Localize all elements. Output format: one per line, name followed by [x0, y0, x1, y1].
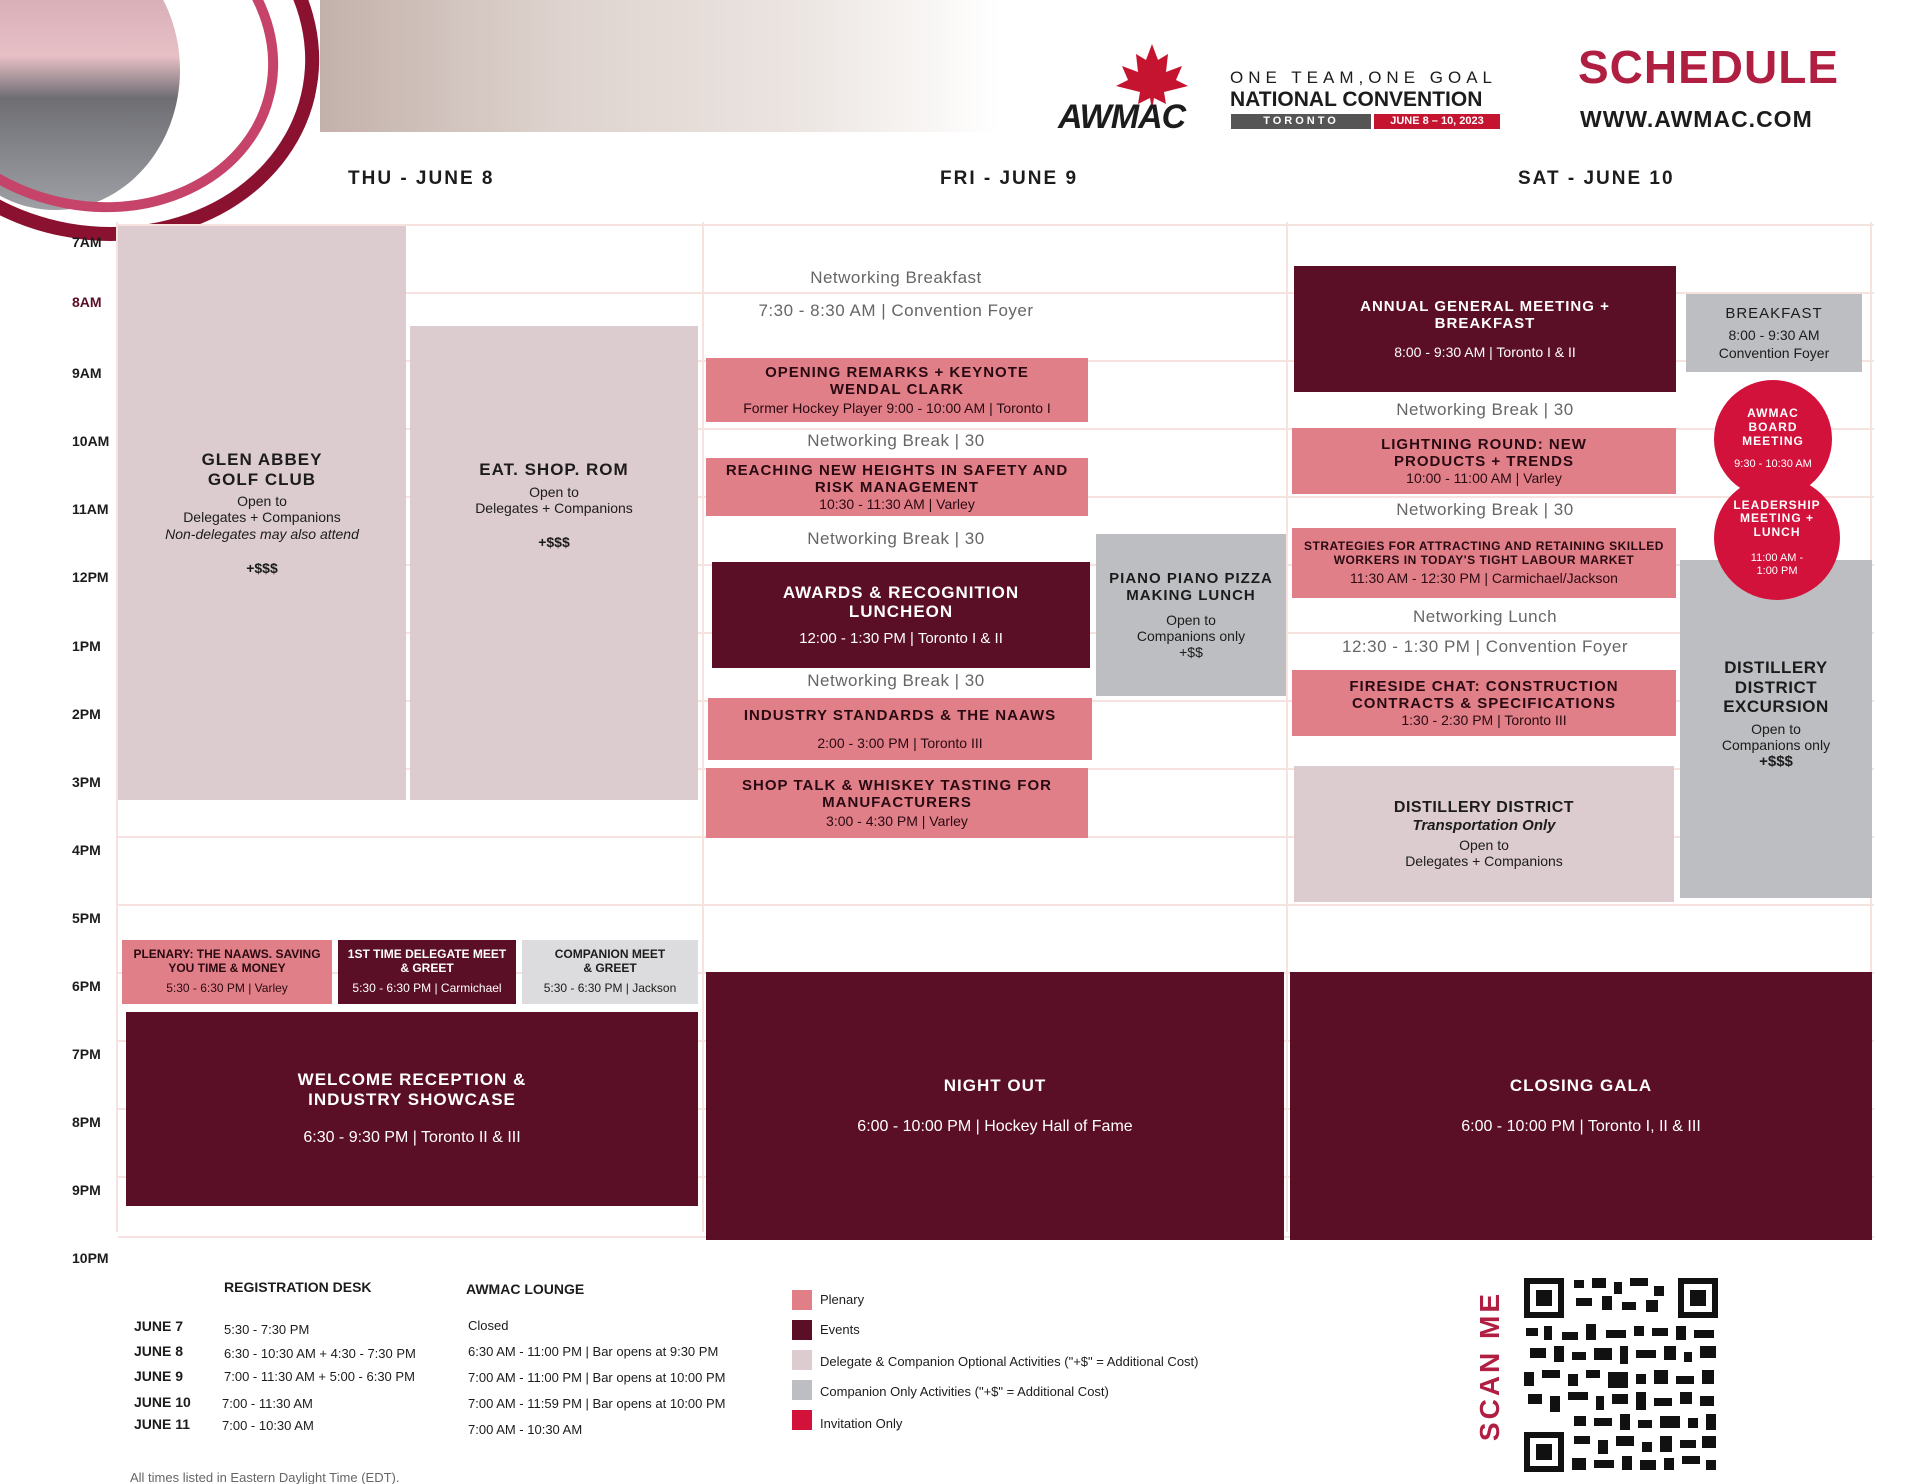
event-title: INDUSTRY STANDARDS & THE NAAWS [743, 707, 1057, 725]
hour-label: 12PM [72, 569, 109, 585]
lounge-hours: Closed [468, 1318, 509, 1333]
legend-swatch-invitation [792, 1410, 812, 1430]
hour-label: 6PM [72, 978, 101, 994]
event-time: 6:00 - 10:00 PM | Hockey Hall of Fame [857, 1117, 1133, 1135]
legend-swatch-optional [792, 1350, 812, 1370]
event-time: Former Hockey Player 9:00 - 10:00 AM | Toronto I [743, 400, 1051, 417]
legend-swatch-companion [792, 1380, 812, 1400]
event-time: 11:30 AM - 12:30 PM | Carmichael/Jackson [1350, 569, 1618, 586]
event-title: FIRESIDE CHAT: CONSTRUCTION CONTRACTS & SPECIFICATIONS [1349, 677, 1619, 712]
event-detail: Open to [1751, 720, 1801, 737]
event-annual-general-meeting[interactable] [1294, 266, 1676, 392]
reg-time: 7:00 - 11:30 AM + 5:00 - 6:30 PM [224, 1369, 415, 1384]
lounge-hours: 6:30 AM - 11:00 PM | Bar opens at 9:30 PM [468, 1344, 719, 1359]
reg-time: 5:30 - 7:30 PM [224, 1322, 310, 1337]
event-title: REACHING NEW HEIGHTS IN SAFETY AND RISK MANAGEMENT [725, 461, 1069, 496]
event-time: 1:30 - 2:30 PM | Toronto III [1401, 712, 1567, 729]
legend-swatch-plenary [792, 1290, 812, 1310]
logo-wordmark: AWMAC [1058, 98, 1186, 136]
hour-label: 8PM [72, 1114, 101, 1130]
event-night-out[interactable] [706, 972, 1284, 1240]
event-title: AWMAC BOARD MEETING [1742, 405, 1804, 448]
event-detail: Open to [237, 493, 287, 510]
event-detail: Companions only [1721, 736, 1831, 753]
event-industry-standards[interactable] [708, 698, 1092, 760]
reg-time: 7:00 - 11:30 AM [222, 1396, 313, 1411]
event-detail: Delegates + Companions [183, 509, 341, 526]
event-distillery-transport[interactable] [1294, 766, 1674, 902]
event-title: COMPANION MEET & GREET [554, 947, 666, 976]
hour-label: 8AM [72, 294, 102, 310]
event-time: 5:30 - 6:30 PM | Varley [166, 980, 288, 995]
event-title: LEADERSHIP MEETING + LUNCH [1733, 497, 1821, 540]
event-title: OPENING REMARKS + KEYNOTE WENDAL CLARK [765, 363, 1029, 398]
event-opening-remarks[interactable] [706, 358, 1088, 422]
networking-break: Networking Break | 30 [1396, 500, 1574, 519]
event-title: BREAKFAST [1725, 305, 1823, 323]
networking-breakfast: Networking Breakfast [810, 268, 982, 287]
event-title: ANNUAL GENERAL MEETING + BREAKFAST [1360, 297, 1610, 332]
hour-label: 2PM [72, 706, 101, 722]
hour-label: 5PM [72, 910, 101, 926]
event-closing-gala[interactable] [1290, 972, 1872, 1240]
event-title: SHOP TALK & WHISKEY TASTING FOR MANUFACTURERS [742, 776, 1052, 811]
hour-label: 10AM [72, 433, 110, 449]
reg-day: JUNE 8 [134, 1343, 184, 1359]
event-cost: +$$ [1179, 644, 1203, 661]
event-title: PIANO PIANO PIZZA MAKING LUNCH [1109, 569, 1273, 604]
event-detail: Non-delegates may also attend [165, 525, 359, 542]
legend-label: Events [820, 1322, 860, 1337]
page-title: SCHEDULE [1578, 41, 1840, 93]
event-time: 10:00 - 11:00 AM | Varley [1406, 470, 1562, 487]
event-title: NIGHT OUT [943, 1076, 1047, 1096]
networking-lunch: Networking Lunch [1412, 607, 1558, 626]
event-first-time-delegate[interactable] [338, 940, 516, 1004]
reg-time: 6:30 - 10:30 AM + 4:30 - 7:30 PM [224, 1346, 416, 1361]
column-divider [1286, 222, 1288, 1232]
event-awards-luncheon[interactable] [712, 562, 1090, 668]
event-detail: Delegates + Companions [475, 499, 633, 516]
event-companion-meet[interactable] [522, 940, 698, 1004]
event-lightning-round[interactable] [1292, 428, 1676, 494]
reg-day: JUNE 10 [134, 1394, 191, 1410]
event-title: WELCOME RECEPTION & INDUSTRY SHOWCASE [297, 1070, 527, 1109]
networking-lunch-time: 12:30 - 1:30 PM | Convention Foyer [1341, 637, 1628, 656]
networking-break: Networking Break | 30 [807, 529, 985, 548]
event-eat-shop-rom[interactable] [410, 326, 698, 800]
event-time: 11:00 AM - 1:00 PM [1750, 552, 1804, 577]
scan-me-label: SCAN ME [1474, 1290, 1505, 1442]
networking-break: Networking Break | 30 [807, 671, 985, 690]
networking-break: Networking Break | 30 [1396, 400, 1574, 419]
event-title: PLENARY: THE NAAWS. SAVING YOU TIME & MONEY [133, 947, 321, 976]
hour-label: 10PM [72, 1250, 109, 1266]
hour-label: 4PM [72, 842, 101, 858]
event-time: 3:00 - 4:30 PM | Varley [826, 813, 968, 830]
event-time: 10:30 - 11:30 AM | Varley [819, 496, 975, 513]
event-time: 8:00 - 9:30 AM | Toronto I & II [1394, 344, 1576, 361]
reg-day: JUNE 7 [134, 1318, 184, 1334]
event-title: DISTILLERY DISTRICT EXCURSION [1723, 658, 1829, 717]
event-title: GLEN ABBEY GOLF CLUB [201, 450, 323, 489]
lounge-hours: 7:00 AM - 10:30 AM [468, 1422, 583, 1437]
event-title: STRATEGIES FOR ATTRACTING AND RETAINING SKILLED WORKERS IN TODAY'S TIGHT LABOUR MARKET [1304, 539, 1664, 567]
event-time: 12:00 - 1:30 PM | Toronto I & II [799, 629, 1003, 647]
registration-heading: REGISTRATION DESK [224, 1279, 372, 1295]
event-title: CLOSING GALA [1509, 1076, 1653, 1096]
website-link[interactable]: WWW.AWMAC.COM [1580, 106, 1813, 132]
hour-label: 7PM [72, 1046, 101, 1062]
event-time: 5:30 - 6:30 PM | Carmichael [352, 980, 502, 995]
event-title: 1ST TIME DELEGATE MEET & GREET [347, 947, 507, 976]
event-title: EAT. SHOP. ROM [479, 460, 629, 479]
event-cost: +$$$ [538, 533, 570, 550]
event-detail: Companions only [1136, 628, 1246, 645]
event-time: 9:30 - 10:30 AM [1734, 458, 1812, 471]
event-name: NATIONAL CONVENTION [1230, 88, 1483, 111]
legend-swatch-events [792, 1320, 812, 1340]
hour-label: 9AM [72, 365, 102, 381]
event-distillery-excursion[interactable] [1680, 560, 1872, 898]
tagline: ONE TEAM,ONE GOAL [1230, 68, 1498, 87]
event-plenary-naaws[interactable] [122, 940, 332, 1004]
reg-day: JUNE 9 [134, 1368, 184, 1384]
event-strategies-skilled-workers[interactable] [1292, 528, 1676, 598]
lounge-heading: AWMAC LOUNGE [466, 1281, 585, 1297]
hour-divider [118, 904, 1874, 906]
dates-badge: JUNE 8 – 10, 2023 [1374, 114, 1500, 129]
legend-label: Companion Only Activities ("+$" = Additional Cost) [820, 1384, 1109, 1399]
event-cost: +$$$ [246, 559, 278, 576]
networking-breakfast-time: 7:30 - 8:30 AM | Convention Foyer [758, 301, 1034, 320]
hour-label: 7AM [72, 234, 102, 250]
event-welcome-reception[interactable] [126, 1012, 698, 1206]
event-time: 8:00 - 9:30 AM [1728, 326, 1820, 343]
column-divider [702, 222, 704, 1232]
lounge-hours: 7:00 AM - 11:59 PM | Bar opens at 10:00 PM [468, 1396, 726, 1411]
hour-label: 11AM [72, 501, 109, 517]
hour-label: 3PM [72, 774, 101, 790]
event-detail: Open to [529, 483, 579, 500]
day-header-fri: FRI - JUNE 9 [940, 168, 1079, 189]
reg-day: JUNE 11 [134, 1416, 191, 1432]
event-detail: Transportation Only [1412, 817, 1556, 835]
event-cost: +$$$ [1759, 752, 1793, 770]
city-badge: TORONTO [1231, 114, 1371, 129]
event-detail: Open to [1459, 836, 1509, 853]
networking-break: Networking Break | 30 [807, 431, 985, 450]
event-detail: Delegates + Companions [1405, 852, 1563, 869]
event-time: 5:30 - 6:30 PM | Jackson [543, 980, 677, 995]
event-detail: Open to [1166, 612, 1216, 629]
event-fireside-chat[interactable] [1292, 670, 1676, 736]
event-title: AWARDS & RECOGNITION LUNCHEON [782, 582, 1020, 622]
event-glen-abbey-golf[interactable] [118, 226, 406, 800]
header-photo-banner [320, 0, 1000, 132]
event-time: 2:00 - 3:00 PM | Toronto III [817, 734, 983, 751]
event-whiskey-tasting[interactable] [706, 768, 1088, 838]
event-title: LIGHTNING ROUND: NEW PRODUCTS + TRENDS [1381, 435, 1587, 470]
event-time: 6:00 - 10:00 PM | Toronto I, II & III [1461, 1117, 1701, 1135]
lounge-hours: 7:00 AM - 11:00 PM | Bar opens at 10:00 PM [468, 1370, 726, 1385]
event-piano-pizza[interactable] [1096, 534, 1286, 696]
legend-label: Invitation Only [820, 1416, 903, 1431]
event-breakfast[interactable] [1686, 294, 1862, 372]
day-header-thu: THU - JUNE 8 [348, 168, 495, 189]
event-leadership-meeting[interactable] [1714, 476, 1840, 600]
timezone-footnote: All times listed in Eastern Daylight Time (EDT). [130, 1470, 400, 1484]
legend-label: Plenary [820, 1292, 865, 1307]
event-title: DISTILLERY DISTRICT [1393, 799, 1575, 817]
hour-label: 1PM [72, 638, 101, 654]
event-reaching-new-heights[interactable] [706, 458, 1088, 516]
event-location: Convention Foyer [1718, 344, 1830, 361]
event-time: 6:30 - 9:30 PM | Toronto II & III [303, 1129, 521, 1147]
hour-label: 9PM [72, 1182, 101, 1198]
legend-label: Delegate & Companion Optional Activities ("+$" = Additional Cost) [820, 1354, 1199, 1369]
day-header-sat: SAT - JUNE 10 [1518, 168, 1675, 189]
reg-time: 7:00 - 10:30 AM [222, 1418, 314, 1433]
qr-code[interactable] [1522, 1276, 1720, 1474]
